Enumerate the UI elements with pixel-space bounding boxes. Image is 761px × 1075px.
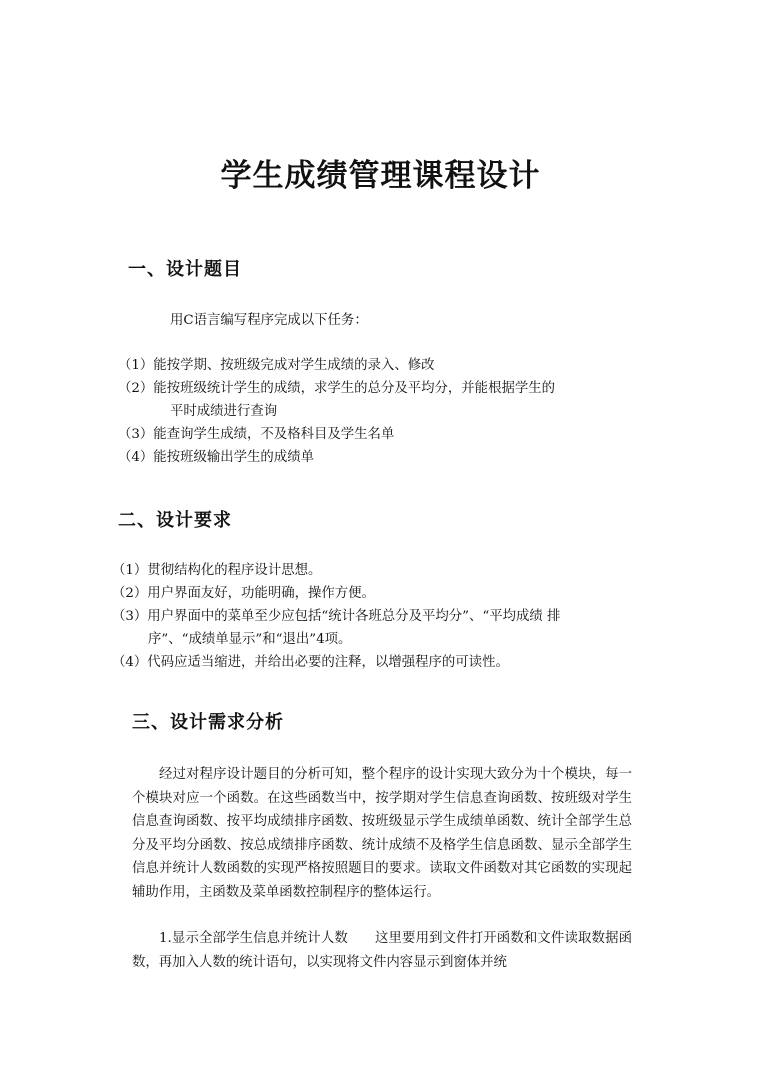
section-2-item-1: （1）贯彻结构化的程序设计思想。	[112, 563, 322, 578]
section-1-item-4: （4）能按班级输出学生的成绩单	[118, 450, 314, 465]
section-1-item-3: （3）能查询学生成绩，不及格科目及学生名单	[118, 427, 395, 442]
section-2-item-3-cont: 序”、“成绩单显示”和“退出”4项。	[148, 632, 352, 647]
section-3-heading: 三、设计需求分析	[132, 712, 284, 733]
document-title: 学生成绩管理课程设计	[220, 158, 541, 194]
section-2-item-3: （3）用户界面中的菜单至少应包括“统计各班总分及平均分”、“平均成绩 排	[112, 609, 561, 624]
section-3-paragraph-2: 1.显示全部学生信息并统计人数 这里要用到文件打开函数和文件读取数据函数，再加入人数的统计语句，以实现将文件内容显示到窗体并统	[132, 931, 632, 970]
section-2-heading: 二、设计要求	[118, 510, 232, 531]
section-2-item-4: （4）代码应适当缩进，并给出必要的注释，以增强程序的可读性。	[112, 655, 509, 670]
section-1-item-1: （1）能按学期、按班级完成对学生成绩的录入、修改	[118, 358, 435, 373]
section-1-heading: 一、设计题目	[128, 259, 242, 280]
section-1-intro: 用C语言编写程序完成以下任务：	[170, 313, 368, 328]
section-1-item-2-cont: 平时成绩进行查询	[170, 404, 278, 419]
section-1-item-2: （2）能按班级统计学生的成绩，求学生的总分及平均分，并能根据学生的	[118, 381, 556, 396]
section-2-item-2: （2）用户界面友好，功能明确，操作方便。	[112, 586, 375, 601]
section-3-paragraph-1: 经过对程序设计题目的分析可知，整个程序的设计实现大致分为十个模块，每一个模块对应一个函数。在这些函数当中，按学期对学生信息查询函数、按班级对学生信息查询函数、按平均成绩排序函数、按班级显示学生成绩单函数、统计全部学生总分及平均分函数、按总成绩排序函数、统计成绩不及格学生信息函数、显示全部学生信息并统计人数函数的实现严格按照题目的要求。读取文件函数对其它函数的实现起辅助作用，主函数及菜单函数控制程序的整体运行。	[132, 767, 632, 900]
